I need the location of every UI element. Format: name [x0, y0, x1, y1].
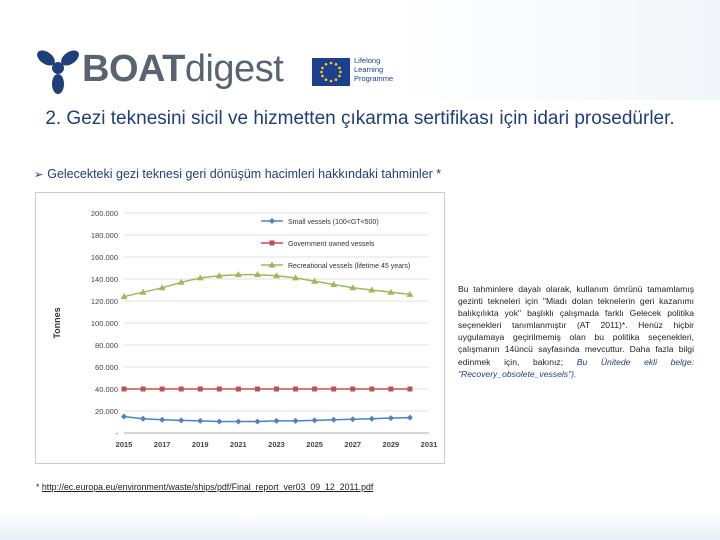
- logo-text: [82, 48, 283, 91]
- y-tick-label: 60.000: [95, 363, 118, 372]
- data-point: [293, 418, 299, 424]
- llp-line-2: Learning: [354, 65, 384, 74]
- side-note-link[interactable]: Bu Ünitede ekli belge: "Recovery_obsolete_vessels").: [458, 356, 695, 379]
- data-point: [160, 387, 165, 392]
- x-tick-label: 2015: [115, 440, 133, 449]
- logo-text-boat: BOAT: [82, 48, 185, 90]
- legend-marker: [269, 218, 275, 224]
- data-point: [198, 387, 203, 392]
- data-point: [388, 387, 393, 392]
- y-tick-label: 20.000: [95, 407, 118, 416]
- logo-text-digest: digest: [184, 48, 284, 90]
- y-tick-label: 200.000: [90, 209, 118, 218]
- legend-label: Government owned vessels: [288, 241, 375, 248]
- data-point: [274, 387, 279, 392]
- llp-line-1: Lifelong: [354, 56, 381, 65]
- data-point: [312, 387, 317, 392]
- x-tick-label: 2019: [191, 440, 209, 449]
- y-tick-label: 120.000: [90, 297, 118, 306]
- llp-label: [354, 56, 414, 83]
- data-point: [159, 417, 165, 423]
- chart-container: [35, 192, 445, 464]
- footnote-link[interactable]: http://ec.europa.eu/environment/waste/ships/pdf/Final_report_ver03_09_12_2011.pdf: [41, 482, 374, 492]
- propeller-icon: [34, 46, 82, 94]
- bullet-text: Gelecekteki gezi teknesi geri dönüşüm hacimleri hakkındaki tahminler *: [47, 167, 442, 181]
- x-tick-label: 2017: [153, 440, 171, 449]
- line-chart: [36, 193, 444, 463]
- data-point: [350, 416, 356, 422]
- page-title: 2. Gezi teknesini sicil ve hizmetten çıkarma sertifikası için idari prosedürler.: [45, 108, 675, 129]
- data-point: [217, 387, 222, 392]
- data-point: [293, 387, 298, 392]
- legend-marker: [270, 241, 275, 246]
- y-tick-label: 100.000: [90, 319, 118, 328]
- y-tick-label: 80.000: [95, 341, 118, 350]
- data-point: [274, 418, 280, 424]
- data-point: [331, 417, 337, 423]
- data-point: [407, 415, 413, 421]
- x-tick-label: 2021: [230, 440, 247, 449]
- data-point: [312, 417, 318, 423]
- x-tick-label: 2029: [382, 440, 400, 449]
- legend-label: Small vessels (100<GT<500): [288, 219, 379, 226]
- data-point: [216, 418, 222, 424]
- data-point: [141, 387, 146, 392]
- data-point: [350, 387, 355, 392]
- data-point: [178, 417, 184, 423]
- y-tick-label: 40.000: [95, 385, 118, 394]
- data-point: [235, 418, 241, 424]
- data-point: [388, 415, 394, 421]
- x-tick-label: 2025: [306, 440, 323, 449]
- side-note-text: Bu tahminlere dayalı olarak, kullanım ömrünü tamamlamış gezinti tekneleri için "Miadı dolan teknelerin geri kazanımı balıkçılıkta yok" başlıklı çalışmada farklı Gelecek politika seçenekleri tanımlanmıştır (AT 2011)*. Henüz hiçbir uygulamaya geçirilmemiş olan bu politika seçenekleri, çalışmanın 14üncü sayfasında mevcuttur. Daha fazla bilgi edinmek için, bakınız;: [458, 284, 694, 367]
- legend-label: Recreational vessels (lifetime 45 years): [288, 263, 411, 270]
- data-point: [331, 387, 336, 392]
- series-line: [124, 275, 410, 297]
- y-axis-label: Tonnes: [52, 307, 62, 339]
- bullet-line: [34, 167, 441, 181]
- eu-flag-icon: [312, 58, 350, 86]
- data-point: [140, 416, 146, 422]
- y-tick-label: 140.000: [90, 275, 118, 284]
- x-tick-label: 2027: [344, 440, 362, 449]
- y-tick-label: -: [115, 429, 118, 438]
- footnote-star: *: [36, 482, 40, 492]
- arrow-bullet-icon: ➢: [34, 169, 44, 181]
- llp-line-3: Programme: [354, 74, 394, 83]
- data-point: [369, 416, 375, 422]
- data-point: [407, 387, 412, 392]
- bottom-band: [0, 512, 720, 540]
- series-line: [124, 417, 410, 422]
- footnote: [36, 482, 373, 492]
- boatdigest-logo: [34, 40, 294, 100]
- x-tick-label: 2023: [268, 440, 285, 449]
- data-point: [369, 387, 374, 392]
- data-point: [122, 387, 127, 392]
- data-point: [179, 387, 184, 392]
- data-point: [197, 418, 203, 424]
- data-point: [254, 418, 260, 424]
- data-point: [255, 387, 260, 392]
- y-tick-label: 180.000: [90, 231, 118, 240]
- side-note: [458, 283, 694, 380]
- data-point: [121, 414, 127, 420]
- x-tick-label: 2031: [420, 440, 438, 449]
- data-point: [236, 387, 241, 392]
- y-tick-label: 160.000: [90, 253, 118, 262]
